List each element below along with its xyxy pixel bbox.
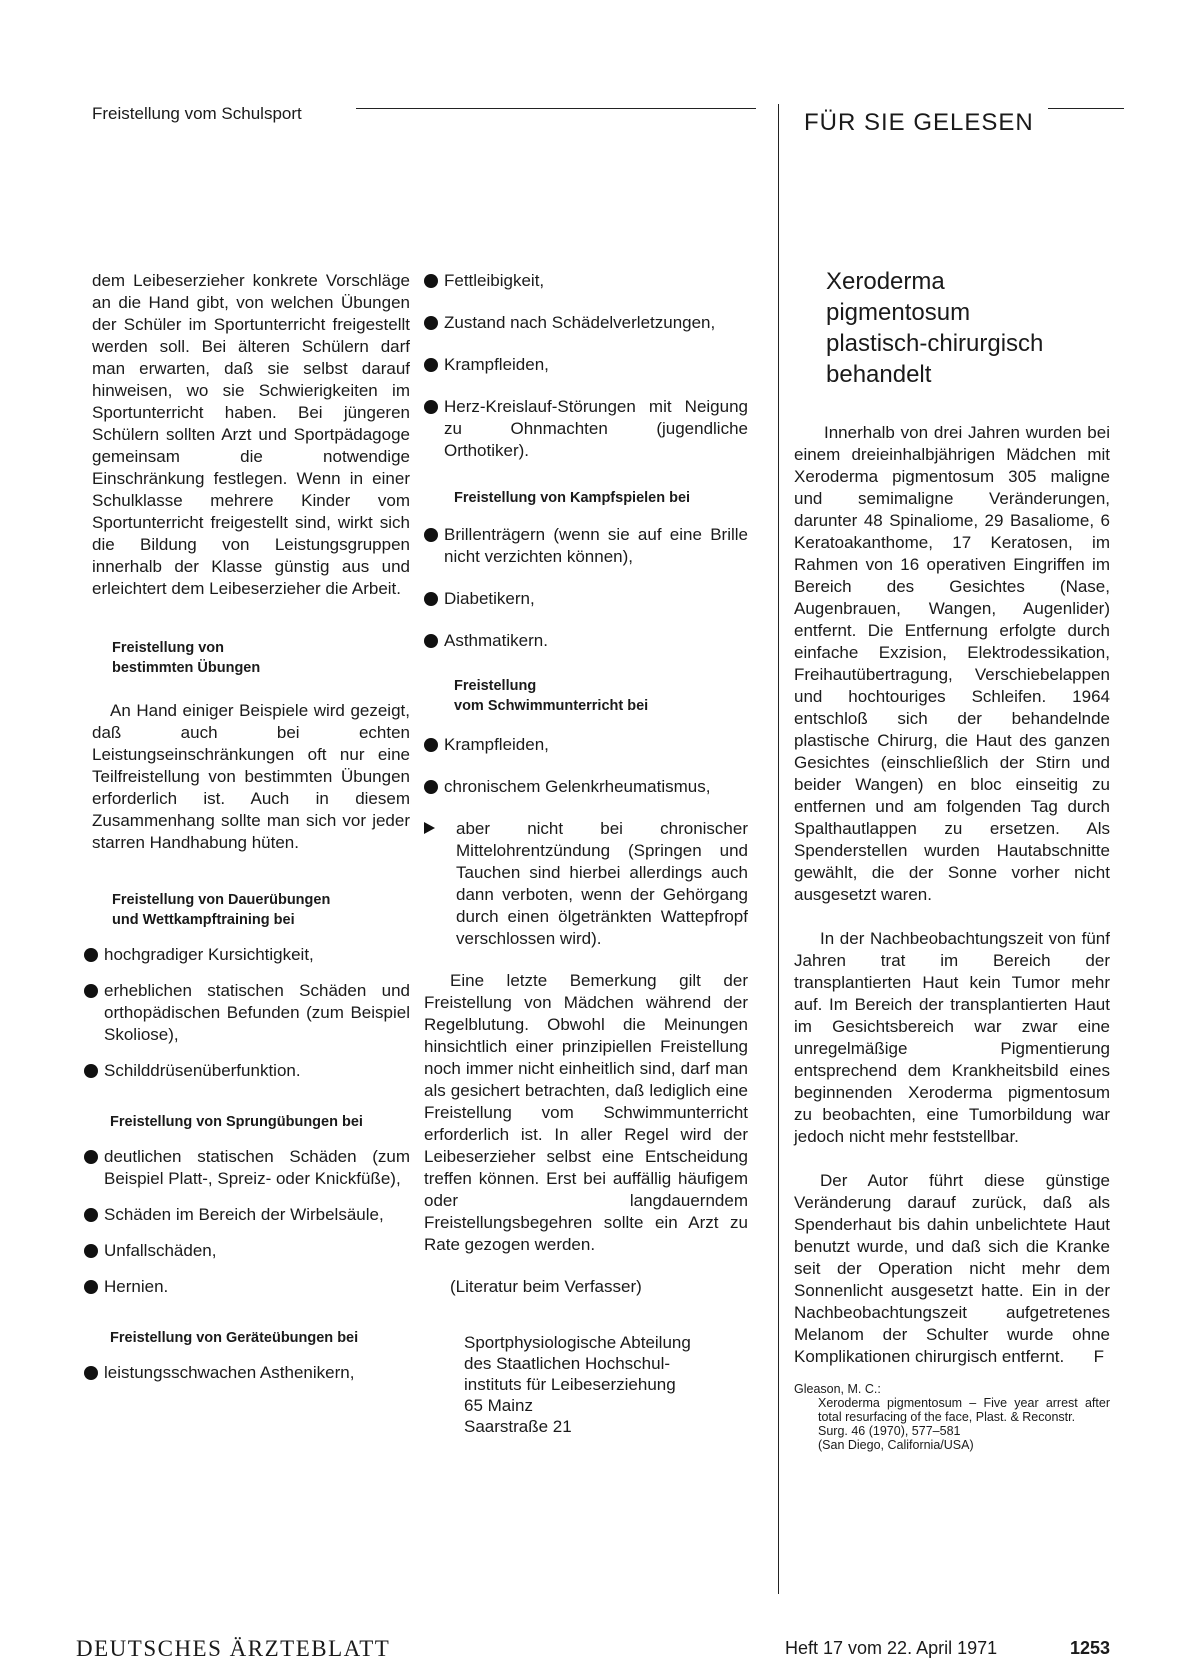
- literature-note: (Literatur beim Verfasser): [450, 1277, 642, 1296]
- subhead-schwimmunterricht-1: Freistellung: [454, 678, 537, 694]
- page-number: 1253: [1070, 1638, 1111, 1658]
- arrow-right-icon: [424, 822, 446, 834]
- section-heading: FÜR SIE GELESEN: [804, 109, 1034, 136]
- bullet-dot-icon: [424, 634, 438, 648]
- journal-name: DEUTSCHES ÄRZTEBLATT: [76, 1636, 391, 1661]
- list-item: Fettleibigkeit,: [424, 270, 748, 292]
- list-item: Schilddrüsenüberfunktion.: [84, 1060, 410, 1082]
- column-2: [424, 270, 748, 1437]
- list-item: erheblichen statischen Schäden und orthopädischen Befunden (zum Beispiel Skoliose),: [84, 980, 410, 1046]
- intro-paragraph: dem Leibeserzieher konkrete Vorschläge an die Hand gibt, von welchen Übungen der Schüler im Sportunterricht freigestellt werden soll. Bei älteren Schülern darf man erwarten, daß sie selbst darauf hinweisen, wo sie Schwierigkeiten im Sportunterricht haben. Bei jüngeren Schülern sollten Arzt und Sportpädagoge gemeinsam die notwendige Einschränkung festlegen. Wenn in einer Schulklasse mehrere Kinder vom Sportunterricht freigestellt sind, wirkt sich die Bildung von Leistungsgruppen innerhalb der Klasse günstig aus und erleichtert dem Leibeserzieher die Arbeit.: [92, 271, 410, 598]
- bullet-dot-icon: [84, 984, 98, 998]
- bullet-dot-icon: [84, 1064, 98, 1078]
- bullet-dot-icon: [424, 528, 438, 542]
- bullet-dot-icon: [424, 274, 438, 288]
- column-1: [92, 270, 410, 1384]
- column-3: [794, 266, 1110, 1452]
- bullet-dot-icon: [84, 948, 98, 962]
- subhead-bestimmte-uebungen-2: bestimmten Übungen: [112, 660, 261, 676]
- bullet-dot-icon: [84, 1280, 98, 1294]
- bullet-dot-icon: [424, 358, 438, 372]
- list-item: deutlichen statischen Schäden (zum Beispiel Platt-, Spreiz- oder Knickfüße),: [84, 1146, 410, 1190]
- subhead-bestimmte-uebungen-1: Freistellung von: [112, 640, 224, 656]
- list-item: Hernien.: [84, 1276, 410, 1298]
- bullet-dot-icon: [84, 1244, 98, 1258]
- article-paragraph-2: In der Nachbeobachtungszeit von fünf Jahren trat im Bereich der transplantierten Haut kein Tumor mehr auf. Im Bereich der transplantierten Haut im Gesichtsbereich war zwar eine unregelmäßige Pigmentierung entsprechend dem Krankheitsbild eines beginnenden Xeroderma pigmentosum zu beobachten, eine Tumorbildung war jedoch nicht mehr feststellbar.: [794, 929, 1110, 1146]
- issue-info: Heft 17 vom 22. April 1971: [785, 1638, 998, 1658]
- arrow-list-item: aber nicht bei chronischer Mittelohrentzündung (Springen und Tauchen sind hierbei allerdings auch dann verboten, wenn der Gehörgang durch einen ölgetränkten Wattepfropf verschlossen wird).: [424, 818, 748, 950]
- column-divider: [778, 104, 779, 1594]
- bullet-dot-icon: [424, 316, 438, 330]
- bullet-dot-icon: [424, 780, 438, 794]
- header-rule-left: [356, 108, 756, 109]
- list-item: Krampfleiden,: [424, 354, 748, 376]
- list-item: leistungsschwachen Asthenikern,: [84, 1362, 410, 1384]
- bullet-dot-icon: [84, 1208, 98, 1222]
- author-address: Sportphysiologische Abteilung des Staatlichen Hochschul- instituts für Leibeserziehung 65 Mainz Saarstraße 21: [464, 1333, 691, 1436]
- reference: Gleason, M. C.: Xeroderma pigmentosum – Five year arrest after total resurfacing of the face, Plast. & Reconstr. Surg. 46 (1970), 577–581 (San Diego, California/USA): [794, 1382, 1110, 1452]
- list-item: chronischem Gelenkrheumatismus,: [424, 776, 748, 798]
- author-signature: F: [1093, 1347, 1104, 1366]
- bullet-dot-icon: [424, 738, 438, 752]
- paragraph-beispiele: An Hand einiger Beispiele wird gezeigt, daß auch bei echten Leistungseinschränkungen oft nur eine Teilfreistellung von bestimmten Übungen erforderlich ist. Auch in diesem Zusammenhang sollte man sich vor jeder starren Handhabung hüten.: [92, 701, 410, 852]
- paragraph-regelblutung: Eine letzte Bemerkung gilt der Freistellung von Mädchen während der Regelblutung. Obwohl die Meinungen hinsichtlich einer prinzipiellen Freistellung noch immer nicht einheitlich sind, darf man als gesichert betrachten, daß lediglich eine Freistellung vom Schwimmunterricht erforderlich ist. In aller Regel wird der Leibeserzieher selbst eine Entscheidung treffen können. Erst bei auffällig häufigem oder langdauerndem Freistellungsbegehren sollte ein Arzt zu Rate gezogen werden.: [424, 971, 748, 1254]
- subhead-dauerübungen-2: und Wettkampftraining bei: [112, 912, 295, 928]
- list-item: Schäden im Bereich der Wirbelsäule,: [84, 1204, 410, 1226]
- article-paragraph-3: Der Autor führt diese günstige Veränderung darauf zurück, daß als Spenderhaut bis dahin unbelichtete Haut benutzt wurde, und daß sich die Kranke seit der Operation nicht mehr dem Sonnenlicht ausgesetzt hatte. Ein in der Nachbeobachtungszeit aufgetretenes Melanom der Schulter wurde ohne Komplikationen chirurgisch entfernt. F: [794, 1171, 1110, 1366]
- bullet-dot-icon: [84, 1366, 98, 1380]
- subhead-geraeteuebungen: Freistellung von Geräteübungen bei: [110, 1330, 359, 1346]
- running-head: Freistellung vom Schulsport: [92, 104, 302, 123]
- list-item: Brillenträgern (wenn sie auf eine Brille nicht verzichten können),: [424, 524, 748, 568]
- list-item: hochgradiger Kursichtigkeit,: [84, 944, 410, 966]
- article-paragraph-1: Innerhalb von drei Jahren wurden bei einem dreieinhalbjährigen Mädchen mit Xeroderma pigmentosum 305 maligne und semimaligne Veränderungen, darunter 48 Spinaliome, 29 Basaliome, 6 Keratoakanthome, 17 Keratosen, im Rahmen von 16 operativen Eingriffen im Bereich des Gesichtes (Nase, Augenbrauen, Wangen, Augenlider) entfernt. Die Entfernung erfolgte durch einfache Exzision, Elektrodessikation, Freihautübertragung, Verschiebelappen und hochtouriges Schleifen. 1964 entschloß sich der behandelnde plastische Chirurg, die Haut des ganzen Gesichtes (einschließlich der Stirn und beider Wangen) en bloc einseitig zu entfernen und am folgenden Tag durch Spalthautlappen zu ersetzen. Als Spenderstellen wurden Hautabschnitte gewählt, die der Sonne vorher nicht ausgesetzt waren.: [794, 423, 1110, 904]
- bullet-dot-icon: [424, 400, 438, 414]
- subhead-dauerübungen-1: Freistellung von Dauerübungen: [112, 892, 331, 908]
- list-item: Asthmatikern.: [424, 630, 748, 652]
- subhead-kampfspiele: Freistellung von Kampfspielen bei: [454, 490, 691, 506]
- subhead-schwimmunterricht-2: vom Schwimmunterricht bei: [454, 698, 649, 714]
- list-item: Krampfleiden,: [424, 734, 748, 756]
- list-item: Diabetikern,: [424, 588, 748, 610]
- article-title: Xeroderma pigmentosum plastisch-chirurgisch behandelt: [826, 268, 1044, 388]
- list-item: Herz-Kreislauf-Störungen mit Neigung zu Ohnmachten (jugendliche Orthotiker).: [424, 396, 748, 462]
- bullet-dot-icon: [424, 592, 438, 606]
- subhead-sprunguebungen: Freistellung von Sprungübungen bei: [110, 1114, 363, 1130]
- list-item: Unfallschäden,: [84, 1240, 410, 1262]
- list-item: Zustand nach Schädelverletzungen,: [424, 312, 748, 334]
- header-rule-right: [1048, 108, 1124, 109]
- bullet-dot-icon: [84, 1150, 98, 1164]
